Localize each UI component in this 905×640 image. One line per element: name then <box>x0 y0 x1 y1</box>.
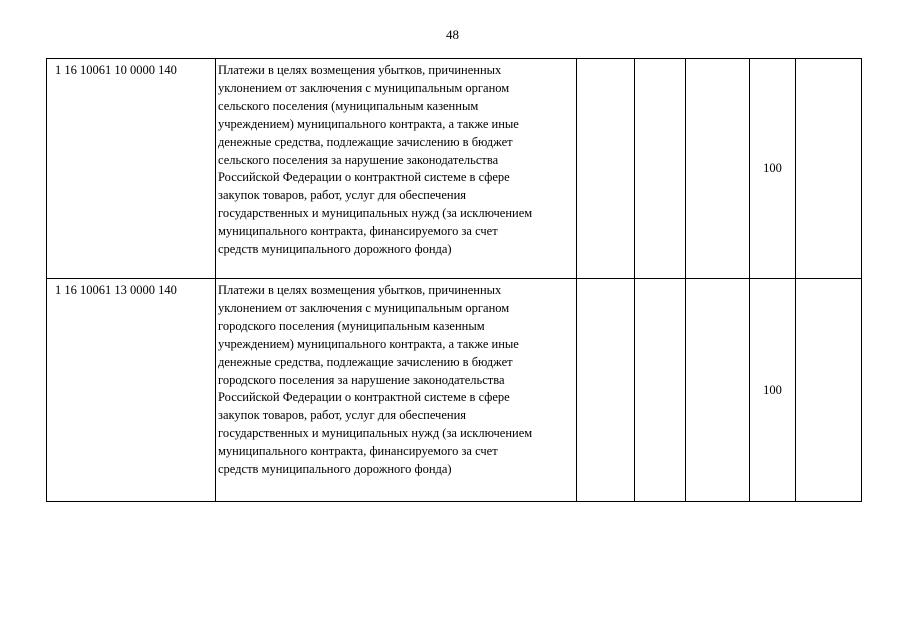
description-line: денежные средства, подлежащие зачислению в бюджет <box>218 354 513 369</box>
percent-value-cell: 100 <box>750 59 796 279</box>
page-number: 48 <box>446 27 459 42</box>
percent-value-cell: 100 <box>750 279 796 502</box>
value-cell <box>796 279 862 502</box>
description-line: денежные средства, подлежащие зачислению в бюджет <box>218 134 513 149</box>
description-line: сельского поселения (муниципальным казенным <box>218 98 479 113</box>
description-line: закупок товаров, работ, услуг для обеспечения <box>218 188 467 203</box>
value-cell <box>635 59 686 279</box>
description-line: государственных и муниципальных нужд (за исключением <box>218 426 533 441</box>
description-line: муниципального контракта, финансируемого за счет <box>218 444 498 459</box>
value-cell <box>577 279 635 502</box>
description-line: городского поселения (муниципальным казенным <box>218 318 485 333</box>
value-cell <box>686 59 750 279</box>
value-cell <box>686 279 750 502</box>
value-cell <box>635 279 686 502</box>
budget-classification-table <box>46 58 862 502</box>
description-line: сельского поселения за нарушение законодательства <box>218 152 499 167</box>
description-line: учреждением) муниципального контракта, а также иные <box>218 336 519 351</box>
description-line: государственных и муниципальных нужд (за исключением <box>218 206 533 221</box>
description-line: средств муниципального дорожного фонда) <box>218 462 452 477</box>
value-cell <box>577 59 635 279</box>
table-row <box>47 59 862 279</box>
description-line: средств муниципального дорожного фонда) <box>218 242 452 257</box>
description-line: Российской Федерации о контрактной системе в сфере <box>218 390 510 405</box>
description-line: учреждением) муниципального контракта, а также иные <box>218 116 519 131</box>
description-line: Российской Федерации о контрактной системе в сфере <box>218 170 510 185</box>
description-cell <box>216 59 577 279</box>
table-row <box>47 279 862 502</box>
description-line: уклонением от заключения с муниципальным органом <box>218 80 510 95</box>
description-cell <box>216 279 577 502</box>
budget-code-cell: 1 16 10061 13 0000 140 <box>47 279 216 502</box>
description-line: городского поселения за нарушение законодательства <box>218 372 505 387</box>
description-line: муниципального контракта, финансируемого за счет <box>218 224 498 239</box>
description-line: Платежи в целях возмещения убытков, причиненных <box>218 63 502 77</box>
description-line: закупок товаров, работ, услуг для обеспечения <box>218 408 467 423</box>
description-line: уклонением от заключения с муниципальным органом <box>218 300 510 315</box>
value-cell <box>796 59 862 279</box>
budget-code-cell: 1 16 10061 10 0000 140 <box>47 59 216 279</box>
description-line: Платежи в целях возмещения убытков, причиненных <box>218 283 502 297</box>
